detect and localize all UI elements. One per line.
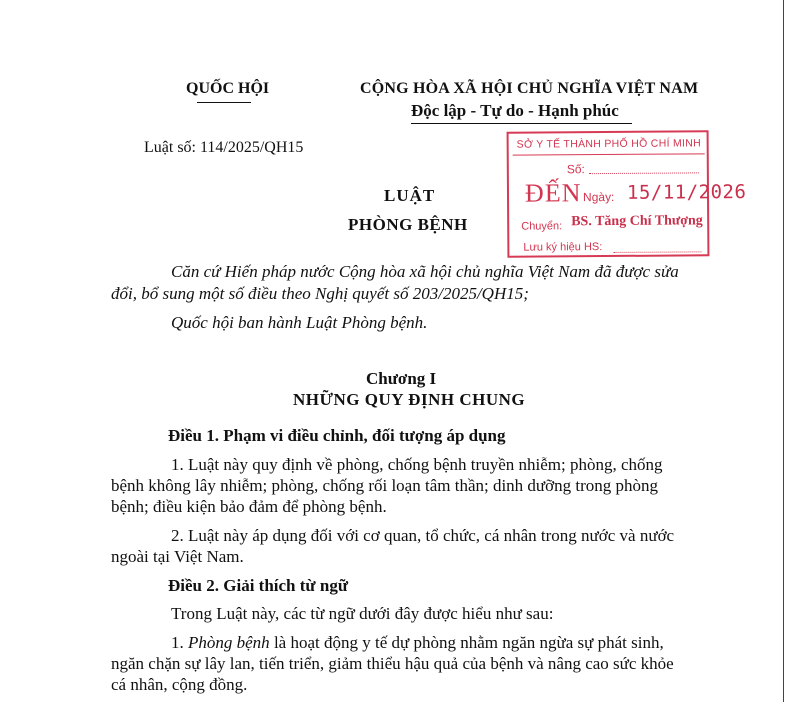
article-2-heading: Điều 2. Giải thích từ ngữ [168,576,349,595]
article-2-definition-1-line-2: ngăn chặn sự lây lan, tiến triển, giảm thiểu hậu quả của bệnh và nâng cao sức khỏe [111,654,674,673]
stamp-so-dots [589,172,699,174]
preamble-line-1: Căn cứ Hiến pháp nước Cộng hòa xã hội chủ nghĩa Việt Nam đã được sửa [171,262,679,281]
national-title: CỘNG HÒA XÃ HỘI CHỦ NGHĨA VIỆT NAM [360,80,699,97]
definition-1-number: 1. [171,633,188,652]
article-2-definition-1-line-1 [171,633,664,653]
stamp-kyhieu-label: Lưu ký hiệu HS: [523,241,603,254]
stamp-date: 15/11/2026 [626,181,747,204]
article-2-intro: Trong Luật này, các từ ngữ dưới đây được hiểu như sau: [171,604,554,623]
law-number: Luật số: 114/2025/QH15 [144,139,304,156]
article-2-definition-1-line-3: cá nhân, cộng đồng. [111,675,248,694]
article-1-paragraph-2-line-2: ngoài tại Việt Nam. [111,547,244,566]
preamble-line-2: đổi, bổ sung một số điều theo Nghị quyết số 203/2025/QH15; [111,284,529,303]
chapter-title: NHỮNG QUY ĐỊNH CHUNG [293,390,526,409]
received-stamp [507,130,747,257]
article-1-paragraph-1-line-3: bệnh; điều kiện bảo đảm để phòng bệnh. [111,497,387,516]
stamp-ngay-label: Ngày: [582,189,615,205]
article-1-paragraph-1-line-1: 1. Luật này quy định về phòng, chống bệnh truyền nhiễm; phòng, chống [171,455,663,474]
stamp-so-label: Số: [566,162,585,177]
organization-underline [197,102,251,103]
national-motto: Độc lập - Tự do - Hạnh phúc [411,101,619,120]
stamp-kyhieu-dots [613,251,701,253]
stamp-chuyen-label: Chuyển: [521,220,563,233]
issuing-organization: QUỐC HỘI [186,80,270,97]
chapter-label: Chương I [366,369,437,388]
document-type: LUẬT [384,186,436,205]
stamp-divider [513,153,705,155]
definition-1-term: Phòng bệnh [188,633,270,652]
document-title: PHÒNG BỆNH [348,215,468,234]
article-1-paragraph-1-line-2: bệnh không lây nhiễm; phòng, chống rối loạn tâm thần; dinh dưỡng trong phòng [111,476,659,495]
article-1-paragraph-2-line-1: 2. Luật này áp dụng đối với cơ quan, tổ chức, cá nhân trong nước và nước [171,526,675,545]
article-1-heading: Điều 1. Phạm vi điều chỉnh, đối tượng áp dụng [168,426,506,445]
stamp-recipient: BS. Tăng Chí Thượng [571,213,703,230]
definition-1-text: là hoạt động y tế dự phòng nhằm ngăn ngừa sự phát sinh, [269,633,664,652]
preamble-line-3: Quốc hội ban hành Luật Phòng bệnh. [171,313,428,332]
stamp-agency: SỞ Y TẾ THÀNH PHỐ HỒ CHÍ MINH [516,137,702,151]
stamp-den-label: ĐẾN [524,178,582,208]
page-edge [783,0,784,702]
motto-underline [411,123,632,124]
